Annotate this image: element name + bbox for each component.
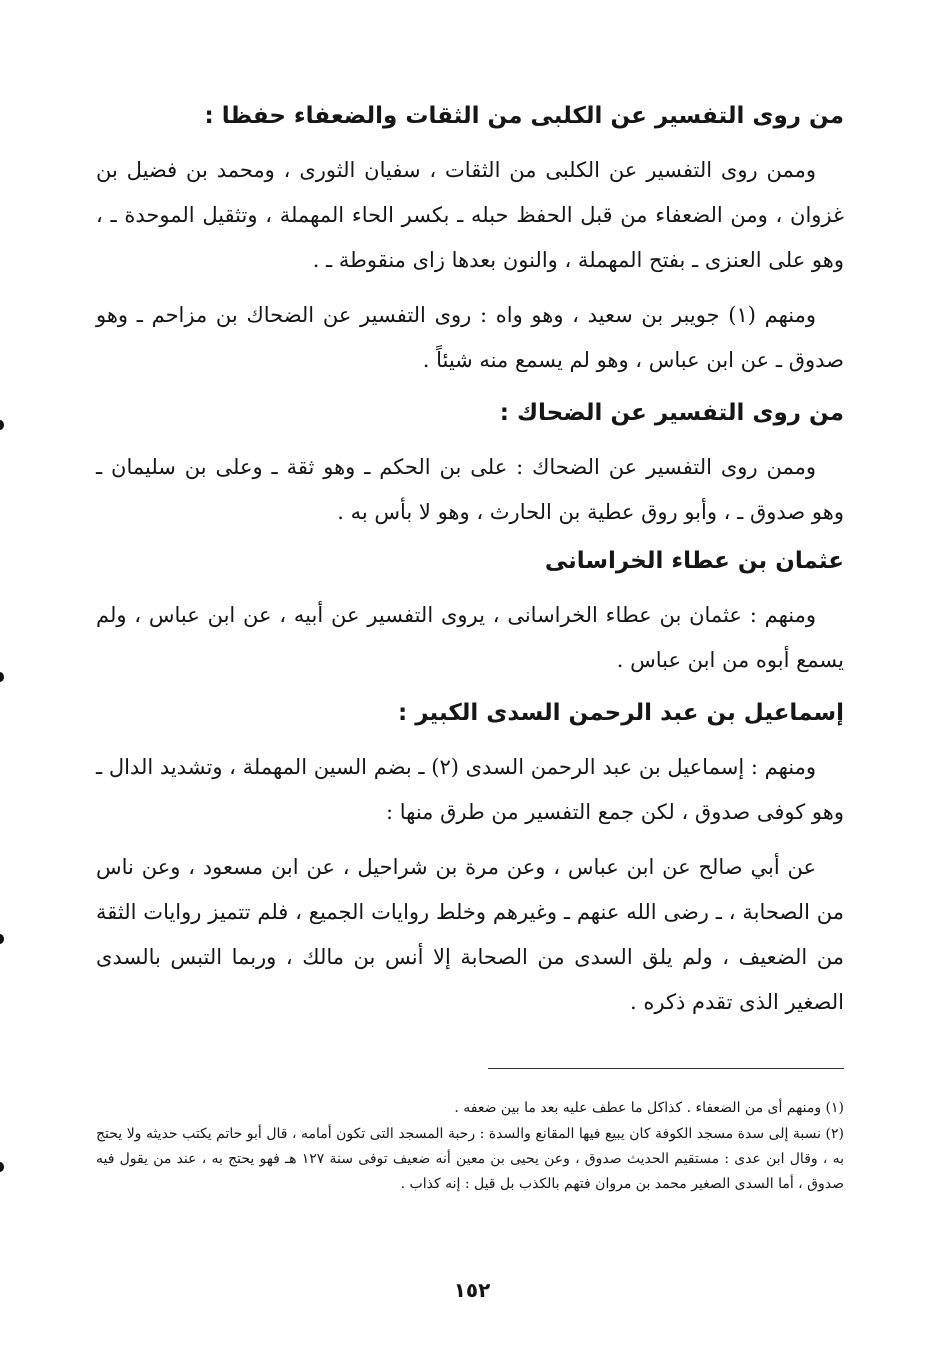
footnote-1: (١) ومنهم أى من الضعفاء . كذاكل ما عطف عليه بعد ما بين ضعفه . xyxy=(454,1100,844,1116)
paragraph-suddi-sources: عن أبي صالح عن ابن عباس ، وعن مرة بن شراحيل ، عن ابن مسعود ، وعن ناس من الصحابة ، ـ رضى الله عنهم ـ وغيرهم وخلط روايات الجميع ، فلم تتميز روايات الثقة من الضعيف ، ولم يلق السدى من الصحابة إلا أنس بن مالك ، وربما التبس بالسدى الصغير الذى تقدم ذكره . xyxy=(96,855,844,1014)
binding-hole-mark xyxy=(0,672,4,682)
section-heading-uthman: عثمان بن عطاء الخراسانى xyxy=(544,548,844,574)
binding-hole-mark xyxy=(0,420,4,430)
binding-hole-mark xyxy=(0,1162,4,1172)
footnote-2: (٢) نسبة إلى سدة مسجد الكوفة كان يبيع فيها المقانع والسدة : رحبة المسجد التى تكون أمامه ، قال أبو حاتم يكتب حديثه ولا يحتج به ، وقال ابن عدى : مستقيم الحديث صدوق ، وعن يحيى بن معين أنه ضعيف توفى سنة ١٢٧ هـ فهو يحتج به ، عند من يقول فيه صدوق ، أما السدى الصغير محمد بن مروان فتهم بالكذب بل قيل : إنه كذاب . xyxy=(96,1126,844,1192)
section-heading-dahhak: من روى التفسير عن الضحاك : xyxy=(499,400,844,426)
main-text xyxy=(96,96,844,1035)
page-number: ١٥٢ xyxy=(453,1278,491,1302)
section-heading-suddi: إسماعيل بن عبد الرحمن السدى الكبير : xyxy=(398,700,844,726)
footnote-divider xyxy=(488,1068,844,1069)
paragraph-juwaybir: ومنهم (١) جويبر بن سعيد ، وهو واه : روى التفسير عن الضحاك بن مزاحم ـ وهو صدوق ـ عن ابن عباس ، وهو لم يسمع منه شيئاً . xyxy=(96,303,844,372)
paragraph-kalbi-narrators: وممن روى التفسير عن الكلبى من الثقات ، سفيان الثورى ، ومحمد بن فضيل بن غزوان ، ومن الضعفاء من قبل الحفظ حبله ـ بكسر الحاء المهملة ، وتثقيل الموحدة ـ ، وهو على العنزى ـ بفتح المهملة ، والنون بعدها زاى منقوطة ـ . xyxy=(96,158,844,272)
footnotes xyxy=(96,1096,844,1198)
paragraph-dahhak-narrators: وممن روى التفسير عن الضحاك : على بن الحكم ـ وهو ثقة ـ وعلى بن سليمان ـ وهو صدوق ـ ، وأبو روق عطية بن الحارث ، وهو لا بأس به . xyxy=(96,455,844,524)
section-heading-kalbi: من روى التفسير عن الكلبى من الثقات والضعفاء حفظا : xyxy=(204,103,844,129)
paragraph-uthman: ومنهم : عثمان بن عطاء الخراسانى ، يروى التفسير عن أبيه ، عن ابن عباس ، ولم يسمع أبوه من ابن عباس . xyxy=(96,603,844,672)
binding-hole-mark xyxy=(0,934,4,944)
paragraph-suddi: ومنهم : إسماعيل بن عبد الرحمن السدى (٢) ـ بضم السين المهملة ، وتشديد الدال ـ وهو كوفى صدوق ، لكن جمع التفسير من طرق منها : xyxy=(96,755,844,824)
